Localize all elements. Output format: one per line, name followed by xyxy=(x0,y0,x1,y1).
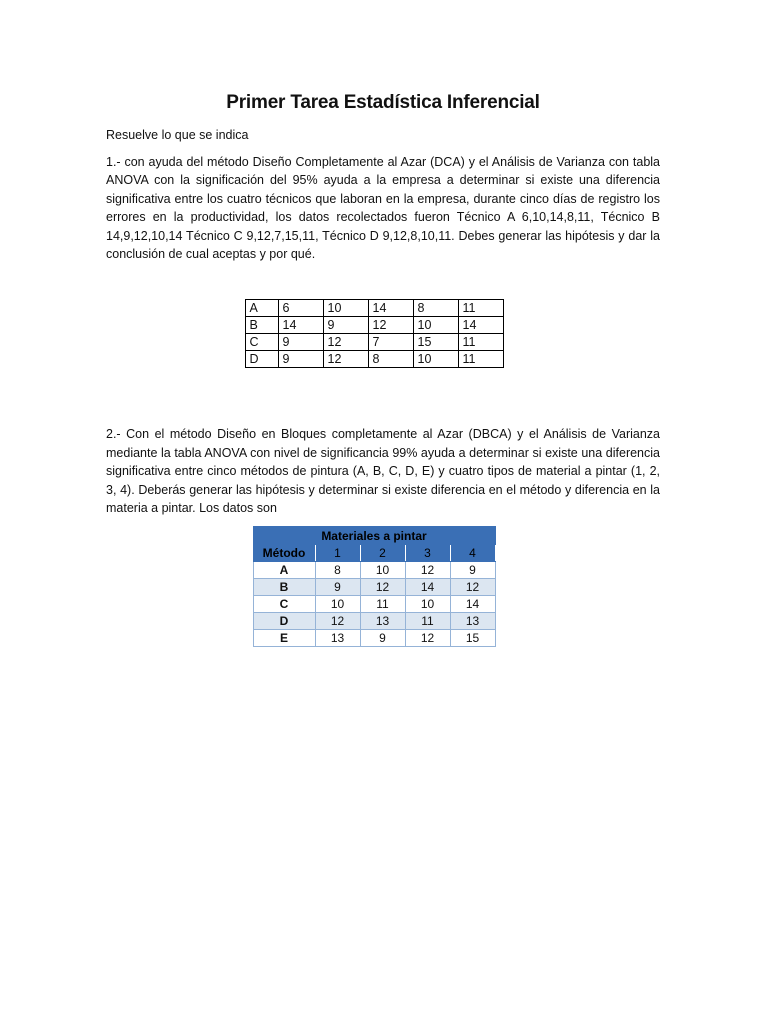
table-cell: 9 xyxy=(278,351,323,368)
table-cell: 11 xyxy=(458,300,503,317)
row-label: A xyxy=(253,562,315,579)
table-caption-row xyxy=(253,527,495,545)
table-caption: Materiales a pintar xyxy=(253,527,495,545)
row-label: B xyxy=(253,579,315,596)
table-cell: 14 xyxy=(368,300,413,317)
document-page xyxy=(106,92,660,647)
table-cell: 11 xyxy=(360,596,405,613)
table-cell: 9 xyxy=(360,630,405,647)
table-row xyxy=(253,562,495,579)
table-cell: 15 xyxy=(450,630,495,647)
table-cell: 11 xyxy=(458,351,503,368)
table-cell: 10 xyxy=(323,300,368,317)
table-cell: 13 xyxy=(450,613,495,630)
row-label: D xyxy=(253,613,315,630)
row-label: C xyxy=(245,334,278,351)
table-cell: 13 xyxy=(315,630,360,647)
table-cell: 12 xyxy=(405,562,450,579)
table-row xyxy=(253,630,495,647)
table-cell: 12 xyxy=(360,579,405,596)
row-label: A xyxy=(245,300,278,317)
table-cell: 14 xyxy=(450,596,495,613)
table-cell: 14 xyxy=(458,317,503,334)
table-cell: 12 xyxy=(315,613,360,630)
row-label: B xyxy=(245,317,278,334)
table-cell: 12 xyxy=(450,579,495,596)
table-row xyxy=(245,317,503,334)
table-cell: 8 xyxy=(368,351,413,368)
row-label: D xyxy=(245,351,278,368)
table-cell: 10 xyxy=(413,351,458,368)
instructions-text: Resuelve lo que se indica xyxy=(106,128,249,142)
problem-2-data-table xyxy=(253,526,496,647)
table-cell: 12 xyxy=(323,351,368,368)
column-header: 1 xyxy=(315,545,360,562)
column-header: 4 xyxy=(450,545,495,562)
row-label: E xyxy=(253,630,315,647)
table-cell: 15 xyxy=(413,334,458,351)
table-cell: 10 xyxy=(405,596,450,613)
page-title: Primer Tarea Estadística Inferencial xyxy=(226,92,540,113)
table-row xyxy=(245,351,503,368)
table-cell: 9 xyxy=(450,562,495,579)
table-cell: 11 xyxy=(405,613,450,630)
table-cell: 13 xyxy=(360,613,405,630)
table-cell: 14 xyxy=(278,317,323,334)
problem-1-text: 1.- con ayuda del método Diseño Completamente al Azar (DCA) y el Análisis de Varianza con tabla ANOVA con la significación del 95% ayuda a la empresa a determinar si existe una diferencia significativa entre los cuatro técnicos que laboran en la empresa, durante cinco días de registro los errores en la productividad, los datos recolectados fueron Técnico A 6,10,14,8,11, Técnico B 14,9,12,10,14 Técnico C 9,12,7,15,11, Técnico D 9,12,8,10,11. Debes generar las hipótesis y dar la conclusión de cual aceptas y por qué. xyxy=(106,155,660,262)
table-cell: 9 xyxy=(278,334,323,351)
table-cell: 10 xyxy=(413,317,458,334)
table-row xyxy=(253,613,495,630)
table-cell: 10 xyxy=(360,562,405,579)
table-cell: 14 xyxy=(405,579,450,596)
table-cell: 9 xyxy=(323,317,368,334)
table-row xyxy=(245,300,503,317)
problem-1-data-table xyxy=(245,299,504,368)
row-label: C xyxy=(253,596,315,613)
table-header-row xyxy=(253,545,495,562)
table-cell: 12 xyxy=(405,630,450,647)
table-cell: 9 xyxy=(315,579,360,596)
problem-2-text: 2.- Con el método Diseño en Bloques completamente al Azar (DBCA) y el Análisis de Varianza mediante la tabla ANOVA con nivel de significancia 99% ayuda a determinar si existe una diferencia significativa entre cinco métodos de pintura (A, B, C, D, E) y cuatro tipos de material a pintar (1, 2, 3, 4). Deberás generar las hipótesis y determinar si existe diferencia en el método y diferencia en la materia a pintar. Los datos son xyxy=(106,427,660,516)
table-cell: 8 xyxy=(315,562,360,579)
table-cell: 6 xyxy=(278,300,323,317)
table-cell: 7 xyxy=(368,334,413,351)
table-cell: 12 xyxy=(323,334,368,351)
problem-2-table-wrapper xyxy=(88,526,660,647)
table-cell: 8 xyxy=(413,300,458,317)
table-row xyxy=(253,579,495,596)
problem-1-table-wrapper xyxy=(88,299,660,368)
column-header: 3 xyxy=(405,545,450,562)
method-column-header: Método xyxy=(253,545,315,562)
table-cell: 11 xyxy=(458,334,503,351)
column-header: 2 xyxy=(360,545,405,562)
table-cell: 12 xyxy=(368,317,413,334)
table-cell: 10 xyxy=(315,596,360,613)
table-row xyxy=(245,334,503,351)
table-row xyxy=(253,596,495,613)
